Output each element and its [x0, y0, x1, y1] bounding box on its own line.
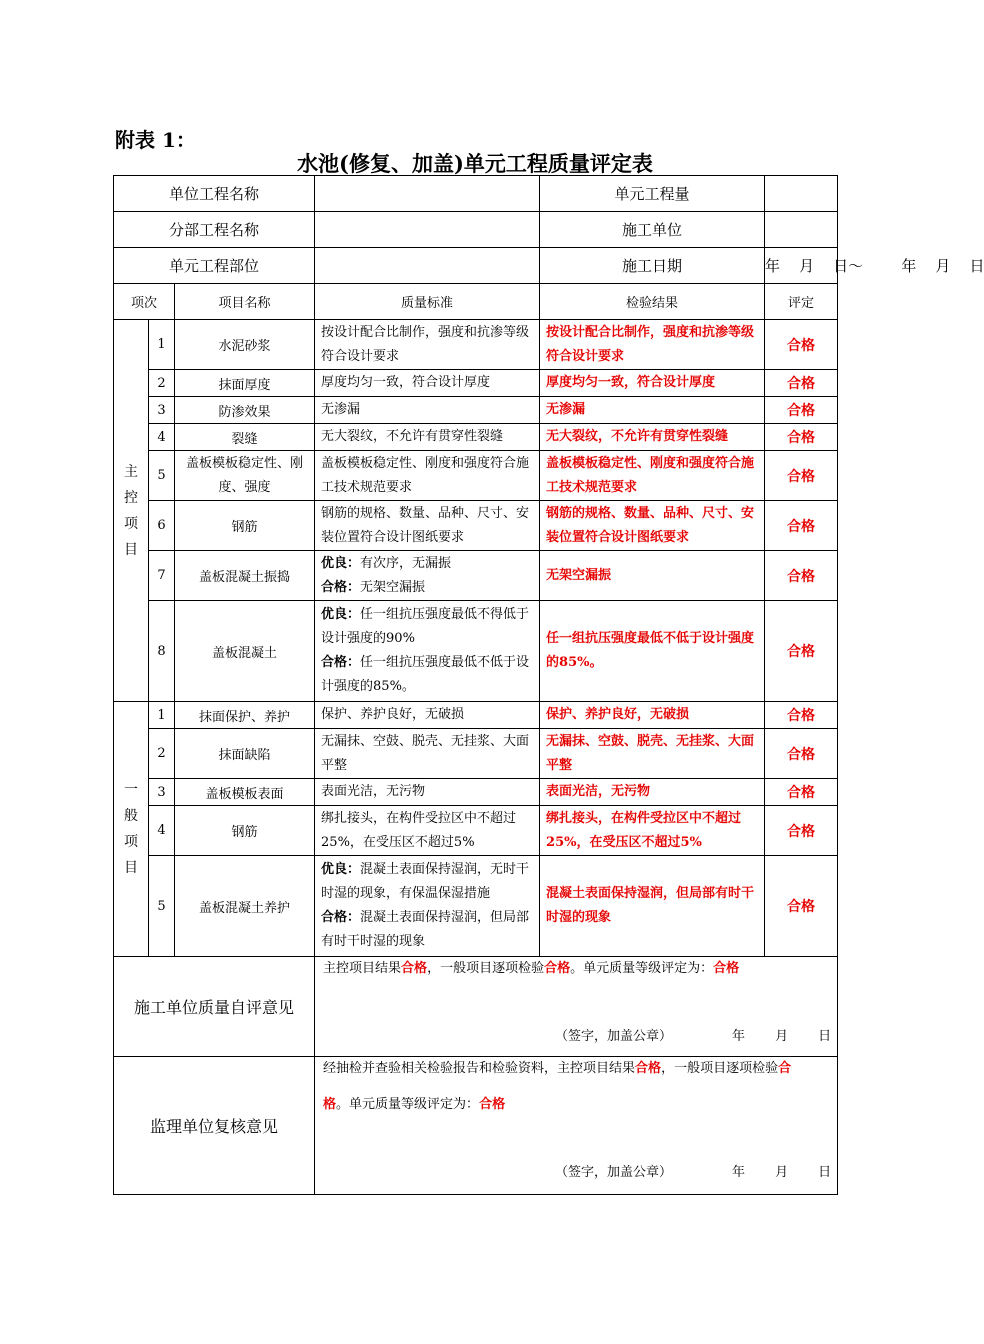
- item-result: 无架空漏振: [540, 551, 765, 601]
- item-name: 钢筋: [175, 501, 315, 551]
- table-row: [114, 729, 838, 779]
- item-standard: 盖板模板稳定性、刚度和强度符合施工技术规范要求: [315, 451, 540, 501]
- item-verdict: 合格: [765, 779, 838, 806]
- contractor-value[interactable]: [765, 212, 838, 248]
- item-result: 无大裂纹，不允许有贯穿性裂缝: [540, 424, 765, 451]
- table-row: [114, 806, 838, 856]
- division-project-name-value[interactable]: [315, 212, 540, 248]
- item-no: 7: [149, 551, 175, 601]
- item-name: 盖板混凝土养护: [175, 856, 315, 957]
- item-no: 5: [149, 856, 175, 957]
- item-standard: 按设计配合比制作，强度和抗渗等级符合设计要求: [315, 320, 540, 370]
- unit-project-name-value[interactable]: [315, 176, 540, 212]
- item-name: 钢筋: [175, 806, 315, 856]
- good-text: 任一组抗压强度最低不得低于设计强度的90%: [321, 607, 530, 646]
- item-standard: 表面光洁，无污物: [315, 779, 540, 806]
- general-category: 一 般 项 目: [114, 702, 149, 957]
- table-row: [114, 451, 838, 501]
- item-verdict: 合格: [765, 320, 838, 370]
- self-eval-box[interactable]: [315, 957, 838, 1057]
- contractor-label: 施工单位: [540, 212, 765, 248]
- item-result: 按设计配合比制作，强度和抗渗等级符合设计要求: [540, 320, 765, 370]
- pass-text: 混凝土表面保持湿润，但局部有时干时湿的现象: [321, 910, 530, 949]
- pass-label: 合格：: [321, 579, 361, 595]
- item-no: 1: [149, 702, 175, 729]
- item-name: 裂缝: [175, 424, 315, 451]
- self-eval-row: [114, 957, 838, 1057]
- item-result: 混凝土表面保持湿润，但局部有时干时湿的现象: [540, 856, 765, 957]
- item-standard: 绑扎接头，在构件受拉区中不超过25%，在受压区不超过5%: [315, 806, 540, 856]
- item-no: 1: [149, 320, 175, 370]
- item-no: 6: [149, 501, 175, 551]
- item-result: 无漏抹、空鼓、脱壳、无挂浆、大面平整: [540, 729, 765, 779]
- col-item-name: 项目名称: [175, 284, 315, 320]
- construction-date-range[interactable]: 年 月 日～ 年 月 日: [765, 248, 838, 284]
- item-standard: 无大裂纹，不允许有贯穿性裂缝: [315, 424, 540, 451]
- unit-project-name-label: 单位工程名称: [114, 176, 315, 212]
- construction-date-label: 施工日期: [540, 248, 765, 284]
- supervisor-label: 监理单位复核意见: [114, 1057, 315, 1195]
- item-standard: 厚度均匀一致，符合设计厚度: [315, 370, 540, 397]
- pass-label: 合格：: [321, 910, 361, 925]
- table-row: [114, 370, 838, 397]
- table-row: [114, 856, 838, 957]
- unit-part-label: 单元工程部位: [114, 248, 315, 284]
- supervisor-signature: （签字，加盖公章） 年 月 日: [555, 1165, 832, 1180]
- item-standard: [315, 601, 540, 702]
- table-row: [114, 320, 838, 370]
- col-verdict: 评定: [765, 284, 838, 320]
- item-verdict: 合格: [765, 501, 838, 551]
- item-no: 4: [149, 424, 175, 451]
- item-result: 表面光洁，无污物: [540, 779, 765, 806]
- self-eval-label: 施工单位质量自评意见: [114, 957, 315, 1057]
- item-verdict: 合格: [765, 370, 838, 397]
- col-result: 检验结果: [540, 284, 765, 320]
- item-standard: 无渗漏: [315, 397, 540, 424]
- self-eval-signature: （签字，加盖公章） 年 月 日: [555, 1029, 832, 1044]
- item-no: 8: [149, 601, 175, 702]
- item-no: 5: [149, 451, 175, 501]
- item-no: 2: [149, 370, 175, 397]
- col-standard: 质量标准: [315, 284, 540, 320]
- unit-quantity-value[interactable]: [765, 176, 838, 212]
- item-name: 盖板模板稳定性、刚度、强度: [175, 451, 315, 501]
- table-row: [114, 601, 838, 702]
- table-row: [114, 501, 838, 551]
- quality-evaluation-table: [113, 175, 984, 1195]
- item-no: 3: [149, 397, 175, 424]
- item-name: 抹面缺陷: [175, 729, 315, 779]
- item-result: 钢筋的规格、数量、品种、尺寸、安装位置符合设计图纸要求: [540, 501, 765, 551]
- good-label: 优良：: [321, 555, 361, 571]
- item-verdict: 合格: [765, 451, 838, 501]
- main-control-category: 主 控 项 目: [114, 320, 149, 702]
- item-name: 防渗效果: [175, 397, 315, 424]
- item-name: 盖板混凝土振捣: [175, 551, 315, 601]
- item-verdict: 合格: [765, 551, 838, 601]
- unit-part-value[interactable]: [315, 248, 540, 284]
- item-result: 保护、养护良好，无破损: [540, 702, 765, 729]
- self-eval-text: 主控项目结果合格，一般项目逐项检验合格。单元质量等级评定为：合格: [323, 961, 740, 976]
- item-verdict: 合格: [765, 601, 838, 702]
- item-result: 盖板模板稳定性、刚度和强度符合施工技术规范要求: [540, 451, 765, 501]
- item-verdict: 合格: [765, 856, 838, 957]
- good-text: 混凝土表面保持湿润，无时干时湿的现象，有保温保湿措施: [321, 862, 530, 901]
- supervisor-box[interactable]: [315, 1057, 838, 1195]
- item-verdict: 合格: [765, 702, 838, 729]
- unit-quantity-label: 单元工程量: [540, 176, 765, 212]
- table-row: [114, 551, 838, 601]
- item-name: 水泥砂浆: [175, 320, 315, 370]
- item-result: 无渗漏: [540, 397, 765, 424]
- supervisor-row: [114, 1057, 838, 1195]
- table-row: [114, 397, 838, 424]
- item-standard: [315, 856, 540, 957]
- item-name: 抹面保护、养护: [175, 702, 315, 729]
- item-no: 4: [149, 806, 175, 856]
- table-row: [114, 702, 838, 729]
- item-no: 3: [149, 779, 175, 806]
- item-standard: 保护、养护良好，无破损: [315, 702, 540, 729]
- table-row: [114, 424, 838, 451]
- good-text: 有次序，无漏振: [360, 555, 452, 571]
- item-no: 2: [149, 729, 175, 779]
- good-label: 优良：: [321, 862, 361, 877]
- item-verdict: 合格: [765, 424, 838, 451]
- item-name: 盖板模板表面: [175, 779, 315, 806]
- item-result: 任一组抗压强度最低不低于设计强度的85%。: [540, 601, 765, 702]
- pass-text: 任一组抗压强度最低不低于设计强度的85%。: [321, 655, 530, 694]
- item-verdict: 合格: [765, 806, 838, 856]
- pass-label: 合格：: [321, 655, 361, 670]
- item-name: 盖板混凝土: [175, 601, 315, 702]
- item-result: 厚度均匀一致，符合设计厚度: [540, 370, 765, 397]
- item-verdict: 合格: [765, 729, 838, 779]
- table-row: [114, 779, 838, 806]
- attachment-label: 附表 1：: [115, 128, 196, 152]
- supervisor-text: 经抽检并查验相关检验报告和检验资料，主控项目结果合格，一般项目逐项检验合 格。单元质量等级评定为：合格: [323, 1061, 792, 1112]
- item-standard: 无漏抹、空鼓、脱壳、无挂浆、大面平整: [315, 729, 540, 779]
- item-verdict: 合格: [765, 397, 838, 424]
- item-standard: [315, 551, 540, 601]
- division-project-name-label: 分部工程名称: [114, 212, 315, 248]
- good-label: 优良：: [321, 607, 361, 622]
- item-name: 抹面厚度: [175, 370, 315, 397]
- col-item-no: 项次: [114, 284, 175, 320]
- form-title: 水池(修复、加盖)单元工程质量评定表: [297, 151, 653, 176]
- item-standard: 钢筋的规格、数量、品种、尺寸、安装位置符合设计图纸要求: [315, 501, 540, 551]
- item-result: 绑扎接头，在构件受拉区中不超过25%，在受压区不超过5%: [540, 806, 765, 856]
- pass-text: 无架空漏振: [360, 579, 426, 595]
